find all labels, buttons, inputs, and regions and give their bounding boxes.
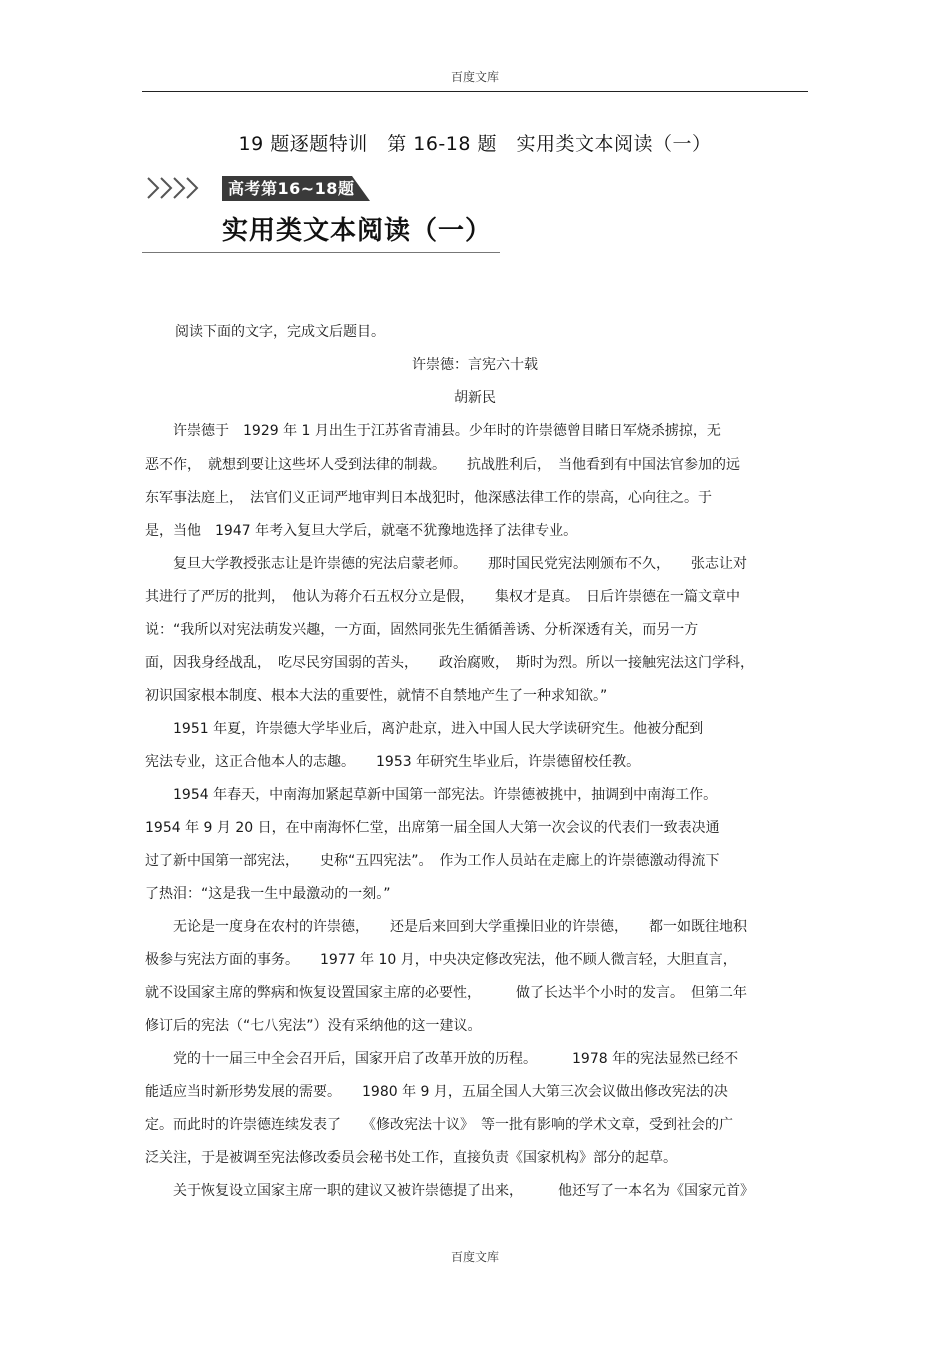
body-line: 宪法专业，这正合他本人的志趣。 1953 年研究生毕业后，许崇德留校任教。 [145,754,641,770]
body-line: 关于恢复设立国家主席一职的建议又被许崇德提了出来， 他还写了一本名为《国家元首》 [145,1183,754,1199]
body-line: 泛关注，于是被调至宪法修改委员会秘书处工作，直接负责《国家机构》部分的起草。 [145,1150,677,1166]
body-line: 极参与宪法方面的事务。 1977 年 10 月，中央决定修改宪法，他不顾人微言轻，大胆直言， [145,952,737,968]
body-line: 了热泪：“这是我一生中最激动的一刻。” [145,886,391,902]
body-line: 恶不作， 就想到要让这些坏人受到法律的制裁。 抗战胜利后， 当他看到有中国法官参加的远 [145,457,740,473]
body-line: 1951 年夏，许崇德大学毕业后，离沪赴京，进入中国人民大学读研究生。他被分配到 [145,721,704,737]
document-title: 19 题逐题特训 第 16-18 题 实用类文本阅读（一） [238,133,712,155]
instruction-text: 阅读下面的文字，完成文后题目。 [175,324,385,340]
article-title: 许崇德：言宪六十载 [412,357,538,373]
header-divider [142,91,808,92]
body-line: 初识国家根本制度、根本大法的重要性，就情不自禁地产生了一种求知欲。” [145,688,608,704]
body-line: 定。而此时的许崇德连续发表了 《修改宪法十议》 等一批有影响的学术文章，受到社会的广 [145,1117,733,1133]
page-footer: 百度文库 [450,1250,499,1264]
body-line: 过了新中国第一部宪法， 史称“五四宪法”。 作为工作人员站在走廊上的许崇德激动得流下 [145,853,720,869]
banner-title: 实用类文本阅读（一） [222,216,493,246]
body-line: 无论是一度身在农村的许崇德， 还是后来回到大学重操旧业的许崇德， 都一如既往地积 [145,919,747,935]
banner-tag-label: 高考第16~18题 [228,179,355,198]
body-line: 说：“我所以对宪法萌发兴趣，一方面，固然同张先生循循善诱、分析深透有关，而另一方 [145,622,699,638]
body-line: 是，当他 1947 年考入复旦大学后，就毫不犹豫地选择了法律专业。 [145,523,578,539]
body-line: 修订后的宪法（“七八宪法”）没有采纳他的这一建议。 [145,1018,482,1034]
body-line: 复旦大学教授张志让是许崇德的宪法启蒙老师。 那时国民党宪法刚颁布不久， 张志让对 [145,556,747,572]
banner-divider [142,252,500,253]
body-line: 许崇德于 1929 年 1 月出生于江苏省青浦县。少年时的许崇德曾目睹日军烧杀掳掠，无 [145,423,721,439]
body-line: 就不设国家主席的弊病和恢复设置国家主席的必要性， 做了长达半个小时的发言。 但第二年 [145,985,747,1001]
body-line: 1954 年春天，中南海加紧起草新中国第一部宪法。许崇德被挑中，抽调到中南海工作。 [145,787,718,803]
body-line: 其进行了严厉的批判， 他认为蒋介石五权分立是假， 集权才是真。 日后许崇德在一篇文章中 [145,589,740,605]
body-line: 1954 年 9 月 20 日，在中南海怀仁堂，出席第一届全国人大第一次会议的代表们一致表决通 [145,820,720,836]
chevron-arrows-icon [146,174,206,202]
page-header: 百度文库 [450,70,499,84]
body-line: 能适应当时新形势发展的需要。 1980 年 9 月，五届全国人大第三次会议做出修改宪法的决 [145,1084,728,1100]
body-line: 东军事法庭上， 法官们义正词严地审判日本战犯时，他深感法律工作的崇高，心向往之。于 [145,490,712,506]
body-line: 面，因我身经战乱， 吃尽民穷国弱的苦头， 政治腐败， 斯时为烈。所以一接触宪法这门学科， [145,655,754,671]
article-author: 胡新民 [454,390,496,406]
body-line: 党的十一届三中全会召开后，国家开启了改革开放的历程。 1978 年的宪法显然已经不 [145,1051,739,1067]
